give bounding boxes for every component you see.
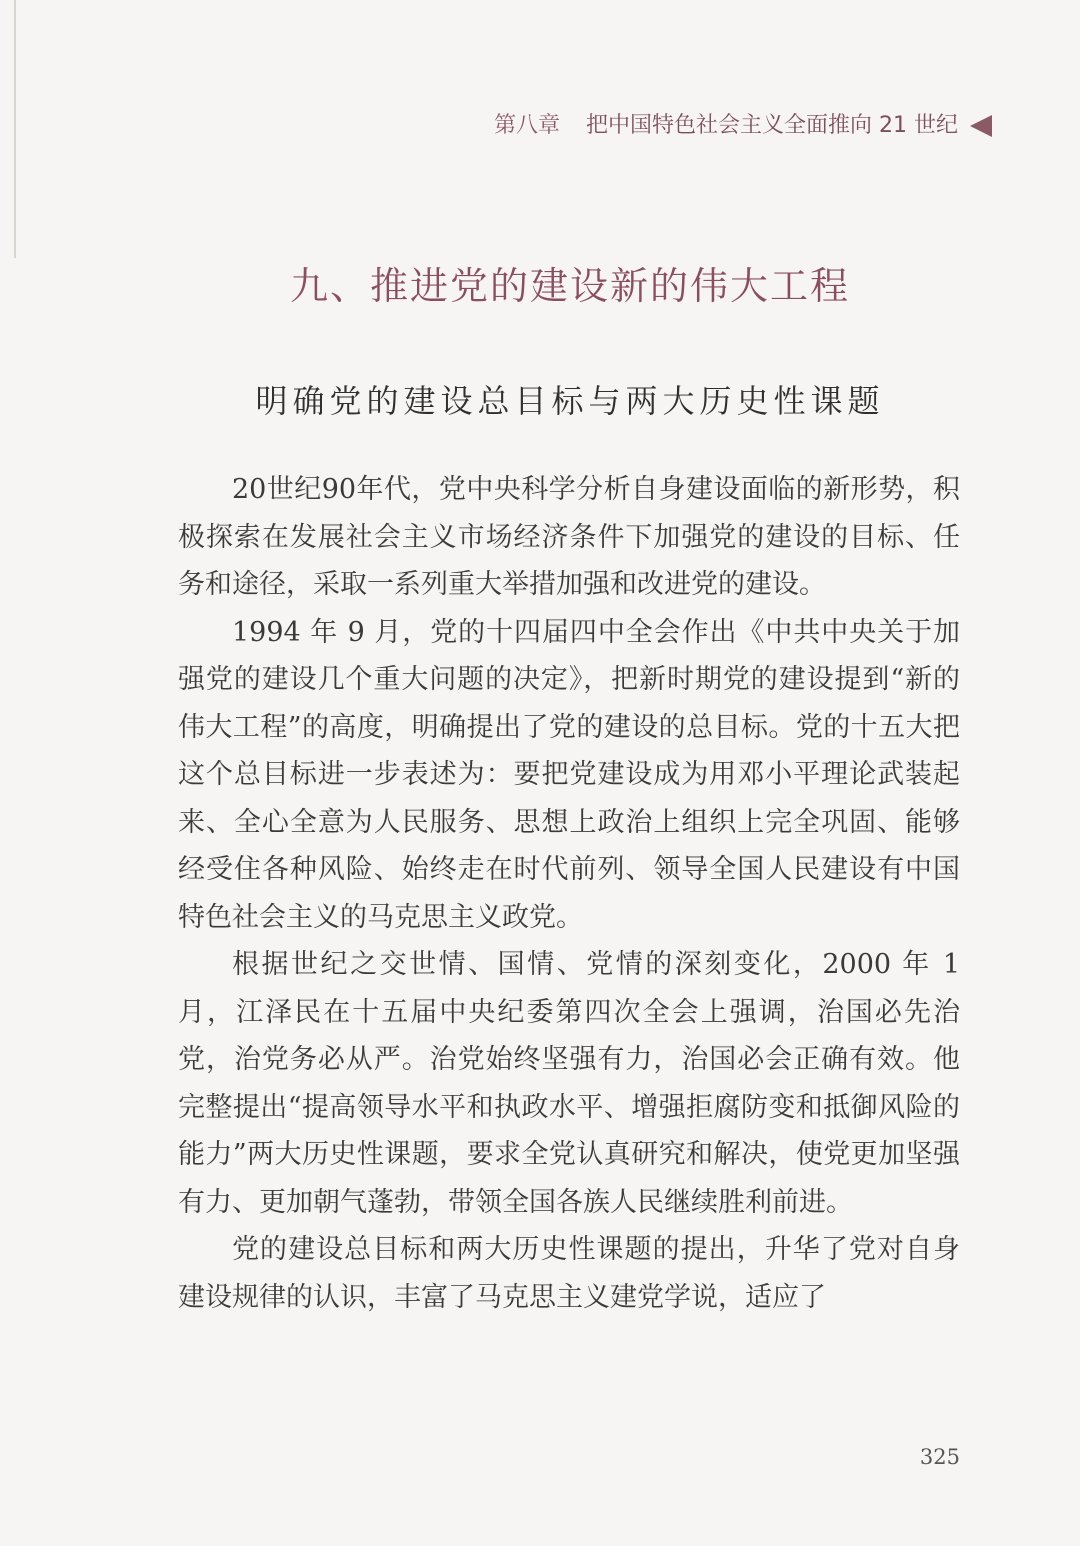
running-header bbox=[494, 108, 992, 144]
body-text bbox=[178, 466, 960, 1321]
subsection-title: 明确党的建设总目标与两大历史性课题 bbox=[255, 382, 885, 420]
section-title: 九、推进党的建设新的伟大工程 bbox=[289, 264, 850, 308]
chapter-label: 第八章 bbox=[494, 113, 561, 138]
paragraph: 根据世纪之交世情、国情、党情的深刻变化，2000 年 1 月，江泽民在十五届中央纪委第四次全会上强调，治国必先治党，治党务必从严。治党始终坚强有力，治国必会正确有效。他完整提出“提高领导水平和执政水平、增强拒腐防变和抵御风险的能力”两大历史性课题，要求全党认真研究和解决，使党更加坚强有力、更加朝气蓬勃，带领全国各族人民继续胜利前进。 bbox=[178, 949, 960, 1218]
page-edge-line bbox=[14, 0, 16, 258]
paragraph: 1994 年 9 月，党的十四届四中全会作出《中共中央关于加强党的建设几个重大问题的决定》，把新时期党的建设提到“新的伟大工程”的高度，明确提出了党的建设的总目标。党的十五大把这个总目标进一步表述为：要把党建设成为用邓小平理论武装起来、全心全意为人民服务、思想上政治上组织上完全巩固、能够经受住各种风险、始终走在时代前列、领导全国人民建设有中国特色社会主义的马克思主义政党。 bbox=[178, 616, 960, 933]
page-number: 325 bbox=[919, 1445, 960, 1469]
paragraph: 党的建设总目标和两大历史性课题的提出，升华了党对自身建设规律的认识，丰富了马克思主义建党学说，适应了 bbox=[178, 1234, 960, 1313]
paragraph: 20世纪90年代，党中央科学分析自身建设面临的新形势，积极探索在发展社会主义市场经济条件下加强党的建设的目标、任务和途径，采取一系列重大举措加强和改进党的建设。 bbox=[178, 474, 960, 600]
chapter-title: 把中国特色社会主义全面推向 21 世纪 bbox=[586, 113, 958, 138]
triangle-left-icon bbox=[970, 115, 992, 137]
